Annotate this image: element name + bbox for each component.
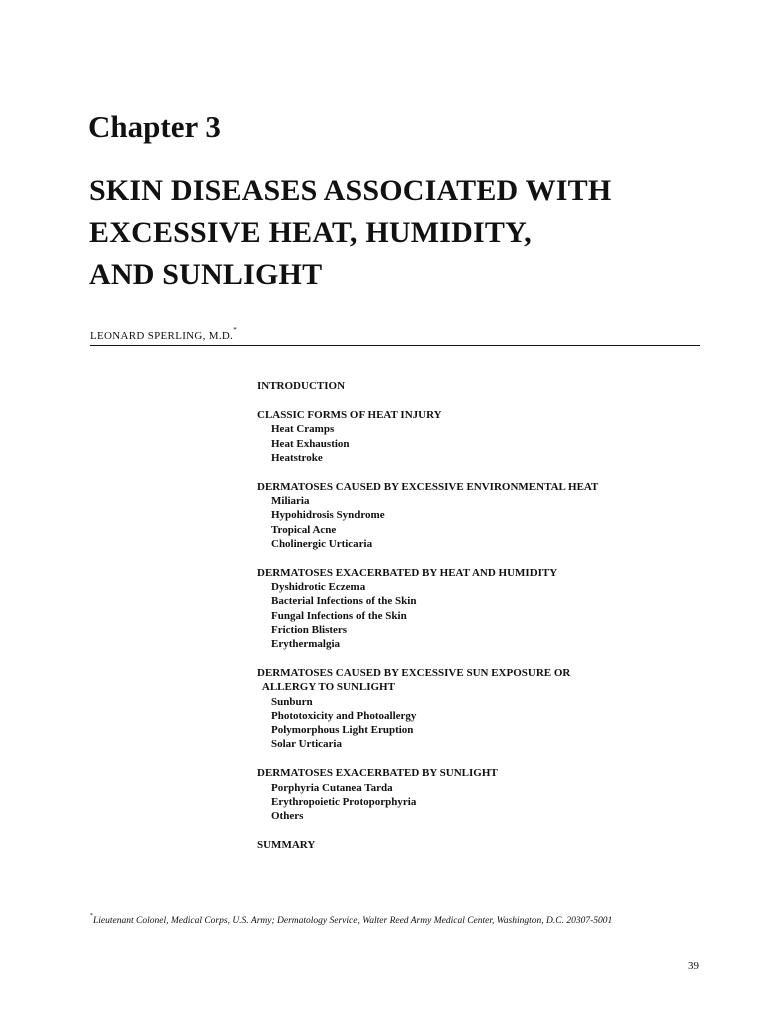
- chapter-title-line: SKIN DISEASES ASSOCIATED WITH: [89, 174, 612, 207]
- footnote-mark: *: [90, 913, 93, 919]
- page-number: 39: [688, 960, 699, 972]
- outline-subitem: Sunburn: [271, 695, 313, 708]
- outline-heading: DERMATOSES CAUSED BY EXCESSIVE SUN EXPOSURE OR ALLERGY TO SUNLIGHT: [257, 667, 571, 694]
- chapter-title: [89, 170, 611, 296]
- outline-section: [257, 666, 677, 751]
- outline-subitem: Erythermalgia: [271, 638, 341, 651]
- outline-section: [257, 838, 677, 852]
- outline-subitem: Phototoxicity and Photoallergy: [271, 709, 417, 722]
- outline-section: [257, 379, 677, 393]
- author-footnote-mark: *: [233, 326, 237, 334]
- outline-heading: INTRODUCTION: [257, 380, 346, 392]
- footnote-text: Lieutenant Colonel, Medical Corps, U.S. Army; Dermatology Service, Walter Reed Army Medical Center, Washington, D.C. 20307-5001: [93, 916, 613, 926]
- title-divider: [90, 345, 700, 346]
- footnote: [90, 913, 613, 926]
- outline-subitem: Porphyria Cutanea Tarda: [271, 781, 393, 794]
- outline-subitem: Dyshidrotic Eczema: [271, 581, 366, 594]
- author-line: [90, 326, 237, 342]
- outline-subitem: Heatstroke: [271, 451, 323, 464]
- outline-subitem: Solar Urticaria: [271, 738, 342, 751]
- outline-subitem: Others: [271, 810, 304, 823]
- outline-subitem: Heat Cramps: [271, 423, 335, 436]
- outline-section: [257, 766, 677, 823]
- outline-heading: DERMATOSES EXACERBATED BY SUNLIGHT: [257, 767, 498, 780]
- chapter-outline: [257, 379, 677, 867]
- chapter-title-line: AND SUNLIGHT: [89, 258, 323, 291]
- outline-heading: CLASSIC FORMS OF HEAT INJURY: [257, 409, 442, 422]
- outline-subitem: Bacterial Infections of the Skin: [271, 595, 417, 608]
- outline-subitem: Polymorphous Light Eruption: [271, 724, 414, 737]
- chapter-title-line: EXCESSIVE HEAT, HUMIDITY,: [89, 216, 532, 249]
- outline-section: [257, 566, 677, 651]
- outline-subitem: Erythropoietic Protoporphyria: [271, 795, 417, 808]
- outline-subitem: Hypohidrosis Syndrome: [271, 509, 385, 522]
- chapter-label: Chapter 3: [88, 109, 221, 144]
- outline-heading: DERMATOSES EXACERBATED BY HEAT AND HUMIDITY: [257, 567, 558, 580]
- outline-subitem: Heat Exhaustion: [271, 437, 350, 450]
- outline-heading: SUMMARY: [257, 839, 316, 852]
- author-name: LEONARD SPERLING, M.D.: [90, 330, 234, 342]
- outline-subitem: Friction Blisters: [271, 623, 348, 636]
- outline-section: [257, 408, 677, 465]
- outline-subitem: Fungal Infections of the Skin: [271, 609, 407, 622]
- outline-subitem: Tropical Acne: [271, 523, 337, 536]
- outline-section: [257, 480, 677, 551]
- outline-subitem: Cholinergic Urticaria: [271, 537, 373, 550]
- outline-subitem: Miliaria: [271, 495, 310, 508]
- outline-heading: DERMATOSES CAUSED BY EXCESSIVE ENVIRONMENTAL HEAT: [257, 481, 599, 494]
